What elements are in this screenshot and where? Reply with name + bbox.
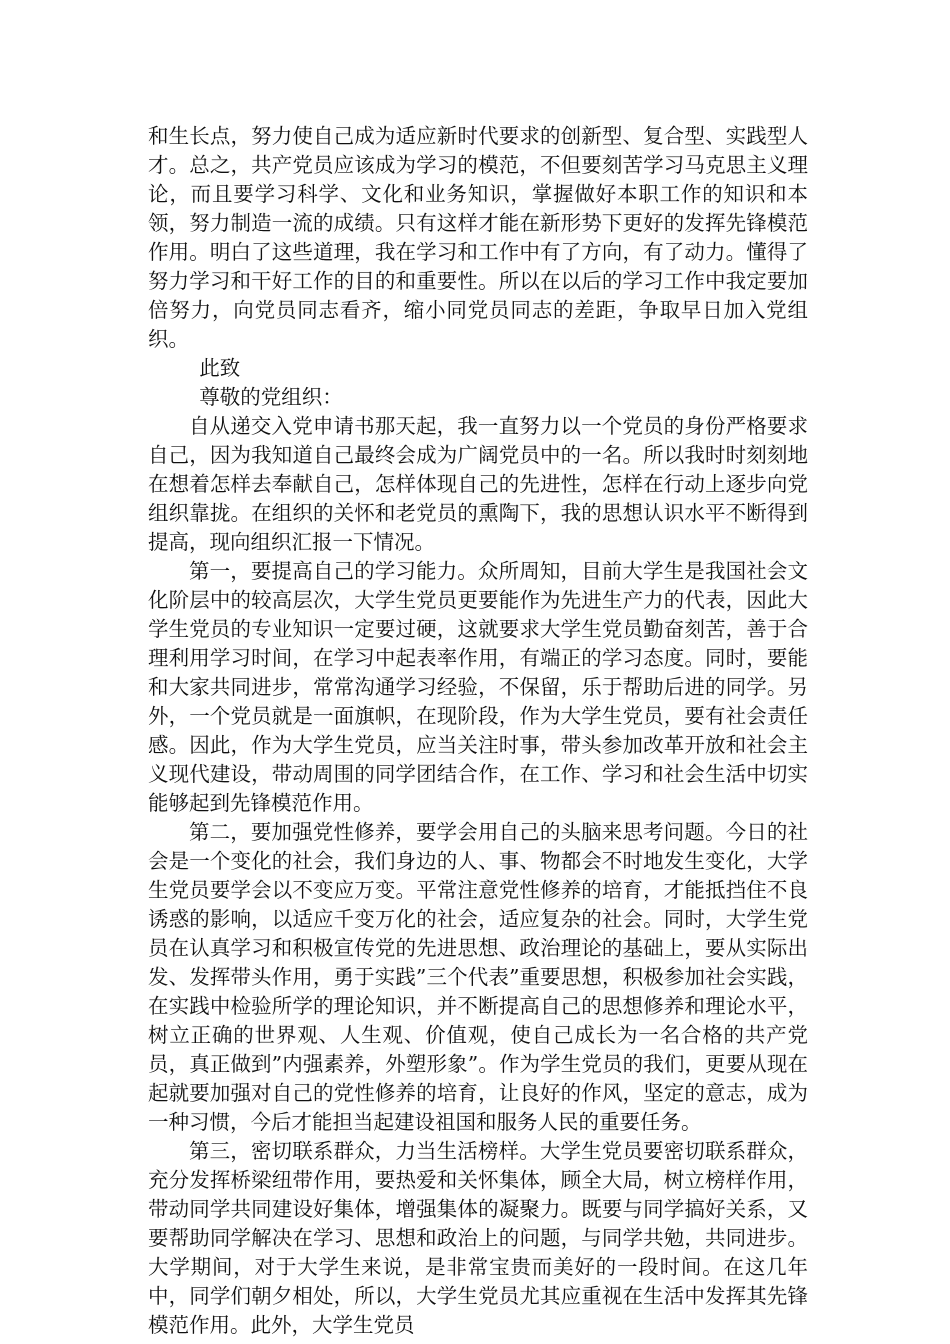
closing-salutation: 此致 (199, 356, 241, 380)
paragraph-first-point: 第一，要提高自己的学习能力。众所周知，目前大学生是我国社会文化阶层中的较高层次，大学生党员更要能作为先进生产力的代表，因此大学生党员的专业知识一定要过硬，这就要求大学生党员勤奋刻苦，善于合理利用学习时间，在学习中起表率作用，有端正的学习态度。同时，要能和大家共同进步，常常沟通学习经验，不保留，乐于帮助后进的同学。另外，一个党员就是一面旗帜，在现阶段，作为大学生党员，要有社会责任感。因此，作为大学生党员，应当关注时事，带头参加改革开放和社会主义现代建设，带动周围的同学团结合作，在工作、学习和社会生活中切实能够起到先锋模范作用。 (148, 559, 808, 815)
paragraph-conclusion: 和生长点，努力使自己成为适应新时代要求的创新型、复合型、实践型人才。总之，共产党员应该成为学习的模范，不但要刻苦学习马克思主义理论，而且要学习科学、文化和业务知识，掌握做好本职工作的知识和本领，努力制造一流的成绩。只有这样才能在新形势下更好的发挥先锋模范作用。明白了这些道理，我在学习和工作中有了方向，有了动力。懂得了努力学习和干好工作的目的和重要性。所以在以后的学习工作中我定要加倍努力，向党员同志看齐，缩小同党员同志的差距，争取早日加入党组织。 (148, 124, 808, 351)
paragraph-second-point: 第二，要加强党性修养，要学会用自己的头脑来思考问题。今日的社会是一个变化的社会，我们身边的人、事、物都会不时地发生变化，大学生党员要学会以不变应万变。平常注意党性修养的培育，才能抵挡住不良诱惑的影响，以适应千变万化的社会，适应复杂的社会。同时，大学生党员在认真学习和积极宣传党的先进思想、政治理论的基础上，要从实际出发、发挥带头作用，勇于实践”三个代表”重要思想，积极参加社会实践，在实践中检验所学的理论知识，并不断提高自己的思想修养和理论水平，树立正确的世界观、人生观、价值观，使自己成长为一名合格的共产党员，真正做到”内强素养，外塑形象”。作为学生党员的我们，更要从现在起就要加强对自己的党性修养的培育，让良好的作风，坚定的意志，成为一种习惯，今后才能担当起建设祖国和服务人民的重要任务。 (148, 820, 808, 1134)
paragraph-third-point: 第三，密切联系群众，力当生活榜样。大学生党员要密切联系群众，充分发挥桥梁纽带作用，要热爱和关怀集体，顾全大局，树立榜样作用，带动同学共同建设好集体，增强集体的凝聚力。既要与同学搞好关系，又要帮助同学解决在学习、思想和政治上的问题，与同学共勉，共同进步。大学期间，对于大学生来说，是非常宝贵而美好的一段时间。在这几年中，同学们朝夕相处，所以，大学生党员尤其应重视在生活中发挥其先锋模范作用。此外，大学生党员 (148, 1139, 808, 1337)
paragraph-introduction: 自从递交入党申请书那天起，我一直努力以一个党员的身份严格要求自己，因为我知道自己最终会成为广阔党员中的一名。所以我时时刻刻地在想着怎样去奉献自己，怎样体现自己的先进性，怎样在行动上逐步向党组织靠拢。在组织的关怀和老党员的熏陶下，我的思想认识水平不断得到提高，现向组织汇报一下情况。 (148, 414, 808, 554)
document-page (148, 122, 808, 1340)
letter-salutation: 尊敬的党组织： (199, 385, 343, 409)
